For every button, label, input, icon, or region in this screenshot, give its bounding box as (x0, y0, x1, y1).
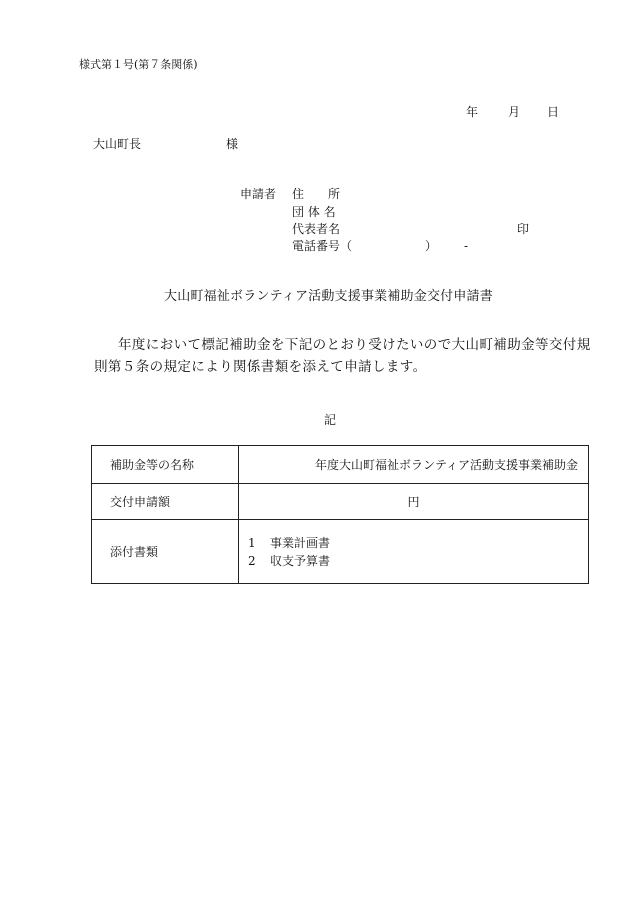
date-month-label: 月 (508, 105, 521, 119)
addressee-name: 大山町長 (93, 137, 142, 151)
applicant-org-label: 団 体 名 (292, 205, 336, 219)
amount-unit: 円 (239, 484, 589, 520)
date-day-label: 日 (547, 105, 560, 119)
subsidy-name-label: 補助金等の名称 (92, 446, 239, 484)
form-number: 様式第１号(第７条関係) (79, 58, 198, 71)
table-row (92, 446, 589, 484)
table-row (92, 520, 589, 584)
list-item (248, 552, 588, 570)
attachment-number: 1 (248, 535, 256, 550)
body-line-1: 年度において標記補助金を下記のとおり受けたいので大山町補助金等交付規 (118, 337, 591, 353)
applicant-address-label: 住 所 (292, 187, 341, 201)
applicant-phone-label: 電話番号（ (292, 239, 353, 253)
document-title: 大山町福祉ボランティア活動支援事業補助金交付申請書 (164, 289, 493, 304)
subsidy-info-table (91, 445, 589, 584)
applicant-phone-dash: - (464, 239, 469, 253)
applicant-label: 申請者 (240, 187, 277, 201)
addressee-honorific: 様 (226, 137, 239, 151)
body-line-2: 則第５条の規定により関係書類を添えて申請します。 (94, 359, 427, 375)
attachment-text: 事業計画書 (270, 535, 331, 550)
subsidy-name-value: 年度大山町福祉ボランティア活動支援事業補助金 (239, 446, 589, 484)
applicant-phone-paren-close: ） (425, 239, 438, 253)
date-year-label: 年 (466, 105, 479, 119)
attachments-label: 添付書類 (92, 520, 239, 584)
attachment-number: 2 (248, 553, 256, 568)
amount-label: 交付申請額 (92, 484, 239, 520)
list-item (248, 534, 588, 552)
attachment-text: 収支予算書 (270, 553, 331, 568)
table-row (92, 484, 589, 520)
applicant-rep-label: 代表者名 (292, 222, 341, 236)
ki-heading: 記 (324, 413, 337, 427)
applicant-seal: 印 (517, 222, 530, 236)
attachments-list (239, 520, 589, 584)
